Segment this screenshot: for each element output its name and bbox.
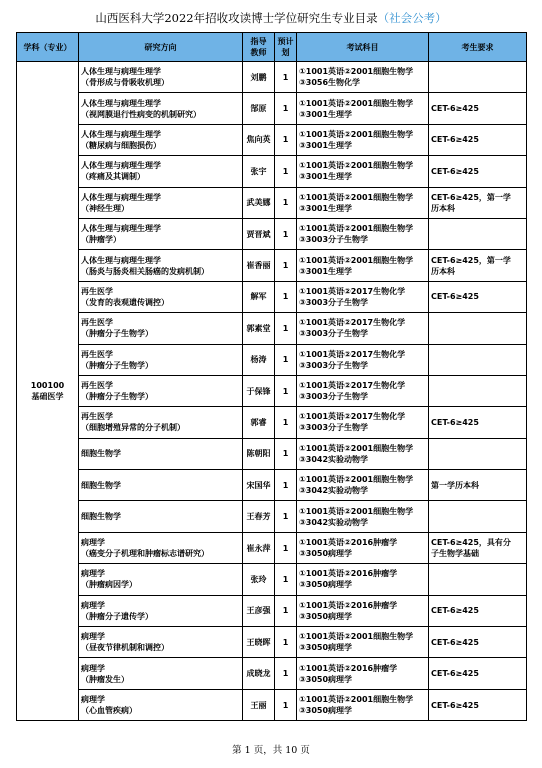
direction-cell <box>79 156 243 187</box>
table-row <box>17 658 527 689</box>
exam-line-1: ①1001英语②2017生物化学 <box>299 318 406 328</box>
plan-cell: 1 <box>275 658 297 689</box>
exam-cell <box>297 501 429 532</box>
exam-line-2: ③3003分子生物学 <box>299 423 369 433</box>
header-supervisor <box>243 33 275 62</box>
exam-line-2: ③3003分子生物学 <box>299 360 369 370</box>
direction-line-1: 人体生理与病理生理学 <box>81 161 161 171</box>
exam-cell <box>297 375 429 406</box>
direction-line-2: （肿瘤学） <box>81 235 121 245</box>
direction-line-2: （肠炎与肠炎相关肠癌的发病机制） <box>81 266 209 276</box>
table-row <box>17 438 527 469</box>
exam-cell <box>297 532 429 563</box>
requirement-line-1: CET-6≥425 <box>431 292 479 302</box>
exam-line-1: ①1001英语②2001细胞生物学 <box>299 255 414 265</box>
exam-line-2: ③3042实验动物学 <box>299 517 369 527</box>
table-row <box>17 313 527 344</box>
requirement-cell <box>429 438 527 469</box>
requirement-cell <box>429 532 527 563</box>
plan-cell: 1 <box>275 281 297 312</box>
exam-line-2: ③3050病理学 <box>299 580 353 590</box>
direction-cell <box>79 250 243 281</box>
plan-cell: 1 <box>275 124 297 155</box>
supervisor-cell: 解军 <box>243 281 275 312</box>
exam-line-2: ③3001生理学 <box>299 203 353 213</box>
requirement-cell <box>429 218 527 249</box>
table-row <box>17 93 527 124</box>
direction-line-2: （疼痛及其调制） <box>81 172 145 182</box>
direction-line-2: （神经生理） <box>81 203 129 213</box>
exam-line-1: ①1001英语②2017生物化学 <box>299 412 406 422</box>
direction-cell <box>79 313 243 344</box>
direction-cell <box>79 595 243 626</box>
exam-line-2: ③3003分子生物学 <box>299 297 369 307</box>
requirement-line-1: CET-6≥425 <box>431 669 479 679</box>
plan-cell: 1 <box>275 470 297 501</box>
plan-cell: 1 <box>275 532 297 563</box>
direction-cell <box>79 281 243 312</box>
direction-cell <box>79 658 243 689</box>
supervisor-cell: 杨涛 <box>243 344 275 375</box>
table-row <box>17 564 527 595</box>
supervisor-cell: 王丽 <box>243 689 275 720</box>
direction-cell <box>79 564 243 595</box>
direction-line-2: （肿瘤发生） <box>81 674 129 684</box>
direction-line-1: 再生医学 <box>81 412 113 422</box>
direction-line-1: 再生医学 <box>81 318 113 328</box>
header-supervisor-l1: 指导 <box>250 37 267 46</box>
supervisor-cell: 王晓晖 <box>243 627 275 658</box>
supervisor-cell: 宋国华 <box>243 470 275 501</box>
exam-line-1: ①1001英语②2001细胞生物学 <box>299 632 414 642</box>
exam-line-1: ①1001英语②2001细胞生物学 <box>299 129 414 139</box>
supervisor-cell: 刘鹏 <box>243 62 275 93</box>
direction-line-1: 细胞生物学 <box>81 480 121 490</box>
direction-cell <box>79 124 243 155</box>
exam-line-2: ③3050病理学 <box>299 674 353 684</box>
exam-cell <box>297 344 429 375</box>
exam-line-2: ③3050病理学 <box>299 643 353 653</box>
requirement-cell <box>429 658 527 689</box>
plan-cell: 1 <box>275 93 297 124</box>
exam-cell <box>297 281 429 312</box>
plan-cell: 1 <box>275 564 297 595</box>
header-subject: 学科（专业） <box>17 33 79 62</box>
requirement-cell <box>429 564 527 595</box>
direction-cell <box>79 187 243 218</box>
table-row <box>17 281 527 312</box>
direction-line-1: 细胞生物学 <box>81 449 121 459</box>
table-row <box>17 689 527 720</box>
direction-line-1: 再生医学 <box>81 381 113 391</box>
direction-line-2: （肿瘤分子生物学） <box>81 360 153 370</box>
exam-cell <box>297 156 429 187</box>
supervisor-cell: 王春芳 <box>243 501 275 532</box>
direction-line-1: 人体生理与病理生理学 <box>81 129 161 139</box>
requirement-line-1: CET-6≥425，第一学 <box>431 255 511 265</box>
table-row <box>17 62 527 93</box>
supervisor-cell: 郭素堂 <box>243 313 275 344</box>
exam-line-1: ①1001英语②2001细胞生物学 <box>299 695 414 704</box>
direction-line-2: （糖尿病与细胞损伤） <box>81 140 161 150</box>
supervisor-cell: 郜原 <box>243 93 275 124</box>
table-row <box>17 187 527 218</box>
requirement-cell <box>429 627 527 658</box>
direction-line-2: （肿瘤分子遗传学） <box>81 611 153 621</box>
requirement-cell <box>429 93 527 124</box>
requirement-line-1: CET-6≥425 <box>431 606 479 616</box>
plan-cell: 1 <box>275 407 297 438</box>
direction-line-2: （视网膜退行性病变的机制研究） <box>81 109 201 119</box>
exam-line-1: ①1001英语②2001细胞生物学 <box>299 506 414 516</box>
table-row <box>17 344 527 375</box>
requirement-line-1: CET-6≥425，第一学 <box>431 192 511 202</box>
requirement-cell <box>429 62 527 93</box>
supervisor-cell: 贾晋斌 <box>243 218 275 249</box>
title-highlight: （社会公考） <box>377 11 447 25</box>
direction-cell <box>79 218 243 249</box>
requirement-line-1: 第一学历本科 <box>431 480 479 490</box>
page-footer: 第 1 页，共 10 页 <box>232 745 310 756</box>
exam-line-1: ①1001英语②2001细胞生物学 <box>299 475 414 485</box>
direction-line-2: （昼夜节律机制和调控） <box>81 643 169 653</box>
plan-cell: 1 <box>275 501 297 532</box>
supervisor-cell: 张玲 <box>243 564 275 595</box>
plan-cell: 1 <box>275 62 297 93</box>
direction-cell <box>79 344 243 375</box>
table-row <box>17 218 527 249</box>
exam-cell <box>297 218 429 249</box>
catalog-table <box>16 32 527 721</box>
requirement-cell <box>429 344 527 375</box>
direction-cell <box>79 438 243 469</box>
supervisor-cell: 崔永萍 <box>243 532 275 563</box>
direction-line-2: （心血管疾病） <box>81 706 137 715</box>
requirement-line-1: CET-6≥425 <box>431 417 479 427</box>
header-direction: 研究方向 <box>79 33 243 62</box>
exam-line-2: ③3003分子生物学 <box>299 329 369 339</box>
exam-line-1: ①1001英语②2016肿瘤学 <box>299 569 398 579</box>
exam-cell <box>297 187 429 218</box>
exam-line-1: ①1001英语②2016肿瘤学 <box>299 538 398 548</box>
exam-cell <box>297 658 429 689</box>
direction-line-2: （肿瘤病因学） <box>81 580 137 590</box>
requirement-cell <box>429 689 527 720</box>
title-main: 山西医科大学2022年招收攻读博士学位研究生专业目录 <box>95 11 378 25</box>
exam-line-2: ③3001生理学 <box>299 172 353 182</box>
plan-cell: 1 <box>275 375 297 406</box>
direction-line-2: （癌变分子机理和肿瘤标志谱研究） <box>81 549 209 559</box>
plan-cell: 1 <box>275 156 297 187</box>
subject-cell <box>17 62 79 721</box>
exam-cell <box>297 689 429 720</box>
supervisor-cell: 于保锋 <box>243 375 275 406</box>
requirement-line-1: CET-6≥425 <box>431 700 479 710</box>
header-plan: 预计划 <box>275 33 297 62</box>
subject-name: 基础医学 <box>31 392 64 402</box>
requirement-line-1: CET-6≥425 <box>431 637 479 647</box>
direction-line-1: 再生医学 <box>81 349 113 359</box>
plan-cell: 1 <box>275 313 297 344</box>
exam-line-2: ③3001生理学 <box>299 109 353 119</box>
supervisor-cell: 成晓龙 <box>243 658 275 689</box>
direction-line-1: 人体生理与病理生理学 <box>81 98 161 108</box>
table-row <box>17 124 527 155</box>
supervisor-cell: 郭睿 <box>243 407 275 438</box>
requirement-cell <box>429 313 527 344</box>
exam-line-1: ①1001英语②2016肿瘤学 <box>299 663 398 673</box>
direction-line-1: 病理学 <box>81 663 105 673</box>
exam-line-2: ③3003分子生物学 <box>299 392 369 402</box>
exam-line-2: ③3001生理学 <box>299 140 353 150</box>
direction-cell <box>79 532 243 563</box>
table-row <box>17 250 527 281</box>
plan-cell: 1 <box>275 187 297 218</box>
header-exam: 考试科目 <box>297 33 429 62</box>
plan-cell: 1 <box>275 344 297 375</box>
direction-line-1: 病理学 <box>81 538 105 548</box>
requirement-line-1: CET-6≥425 <box>431 135 479 145</box>
direction-line-1: 病理学 <box>81 695 105 704</box>
table-row <box>17 501 527 532</box>
table-body <box>17 62 527 721</box>
table-row <box>17 156 527 187</box>
exam-line-1: ①1001英语②2001细胞生物学 <box>299 224 414 234</box>
table-row <box>17 595 527 626</box>
direction-line-2: （骨形成与骨吸收机理） <box>81 78 169 88</box>
subject-code: 100100 <box>30 381 65 391</box>
exam-line-2: ③3003分子生物学 <box>299 235 369 245</box>
direction-line-2: （细胞增殖异常的分子机制） <box>81 423 185 433</box>
plan-cell: 1 <box>275 250 297 281</box>
plan-cell: 1 <box>275 218 297 249</box>
direction-cell <box>79 375 243 406</box>
direction-line-1: 人体生理与病理生理学 <box>81 255 161 265</box>
direction-cell <box>79 62 243 93</box>
exam-cell <box>297 407 429 438</box>
direction-line-1: 细胞生物学 <box>81 512 121 522</box>
requirement-line-2: 子生物学基础 <box>431 549 479 559</box>
direction-cell <box>79 501 243 532</box>
exam-line-2: ③3050病理学 <box>299 706 353 715</box>
exam-cell <box>297 470 429 501</box>
exam-line-1: ①1001英语②2001细胞生物学 <box>299 67 414 77</box>
requirement-cell <box>429 375 527 406</box>
exam-line-2: ③3001生理学 <box>299 266 353 276</box>
direction-cell <box>79 627 243 658</box>
exam-line-1: ①1001英语②2001细胞生物学 <box>299 98 414 108</box>
table-row <box>17 407 527 438</box>
plan-cell: 1 <box>275 627 297 658</box>
table-row <box>17 627 527 658</box>
direction-line-1: 人体生理与病理生理学 <box>81 67 161 77</box>
exam-line-2: ③3042实验动物学 <box>299 486 369 496</box>
requirement-line-2: 历本科 <box>431 203 455 213</box>
supervisor-cell: 崔香丽 <box>243 250 275 281</box>
direction-line-2: （肿瘤分子生物学） <box>81 392 153 402</box>
direction-line-1: 人体生理与病理生理学 <box>81 224 161 234</box>
requirement-cell <box>429 501 527 532</box>
exam-line-1: ①1001英语②2001细胞生物学 <box>299 161 414 171</box>
direction-cell <box>79 93 243 124</box>
supervisor-cell: 焦向英 <box>243 124 275 155</box>
exam-line-2: ③3050病理学 <box>299 611 353 621</box>
requirement-line-1: CET-6≥425 <box>431 166 479 176</box>
direction-line-2: （肿瘤分子生物学） <box>81 329 153 339</box>
requirement-cell <box>429 250 527 281</box>
exam-line-2: ③3050病理学 <box>299 549 353 559</box>
direction-line-2: （发育的表观遗传调控） <box>81 297 169 307</box>
exam-cell <box>297 62 429 93</box>
exam-cell <box>297 124 429 155</box>
requirement-cell <box>429 470 527 501</box>
direction-cell <box>79 689 243 720</box>
direction-line-1: 病理学 <box>81 632 105 642</box>
header-supervisor-l2: 教师 <box>250 48 267 57</box>
plan-cell: 1 <box>275 595 297 626</box>
exam-cell <box>297 250 429 281</box>
exam-cell <box>297 564 429 595</box>
exam-line-1: ①1001英语②2016肿瘤学 <box>299 600 398 610</box>
page-title <box>0 10 542 26</box>
supervisor-cell: 张宇 <box>243 156 275 187</box>
exam-line-1: ①1001英语②2017生物化学 <box>299 286 406 296</box>
exam-line-1: ①1001英语②2001细胞生物学 <box>299 192 414 202</box>
table-row <box>17 375 527 406</box>
requirement-cell <box>429 281 527 312</box>
direction-cell <box>79 470 243 501</box>
header-requirement: 考生要求 <box>429 33 527 62</box>
requirement-cell <box>429 156 527 187</box>
exam-cell <box>297 627 429 658</box>
direction-cell <box>79 407 243 438</box>
exam-line-1: ①1001英语②2001细胞生物学 <box>299 443 414 453</box>
requirement-line-1: CET-6≥425，具有分 <box>431 538 511 548</box>
requirement-cell <box>429 124 527 155</box>
requirement-cell <box>429 407 527 438</box>
plan-cell: 1 <box>275 438 297 469</box>
exam-line-1: ①1001英语②2017生物化学 <box>299 381 406 391</box>
exam-line-1: ①1001英语②2017生物化学 <box>299 349 406 359</box>
exam-cell <box>297 93 429 124</box>
exam-cell <box>297 438 429 469</box>
requirement-cell <box>429 187 527 218</box>
table-row <box>17 532 527 563</box>
requirement-line-2: 历本科 <box>431 266 455 276</box>
exam-line-2: ③3056生物化学 <box>299 78 361 88</box>
table-row <box>17 470 527 501</box>
supervisor-cell: 武美娜 <box>243 187 275 218</box>
plan-cell: 1 <box>275 689 297 720</box>
exam-cell <box>297 595 429 626</box>
exam-line-2: ③3042实验动物学 <box>299 454 369 464</box>
direction-line-1: 病理学 <box>81 600 105 610</box>
supervisor-cell: 陈朝阳 <box>243 438 275 469</box>
exam-cell <box>297 313 429 344</box>
table-header-row <box>17 33 527 62</box>
requirement-cell <box>429 595 527 626</box>
direction-line-1: 人体生理与病理生理学 <box>81 192 161 202</box>
requirement-line-1: CET-6≥425 <box>431 104 479 114</box>
direction-line-1: 病理学 <box>81 569 105 579</box>
direction-line-1: 再生医学 <box>81 286 113 296</box>
supervisor-cell: 王彦强 <box>243 595 275 626</box>
